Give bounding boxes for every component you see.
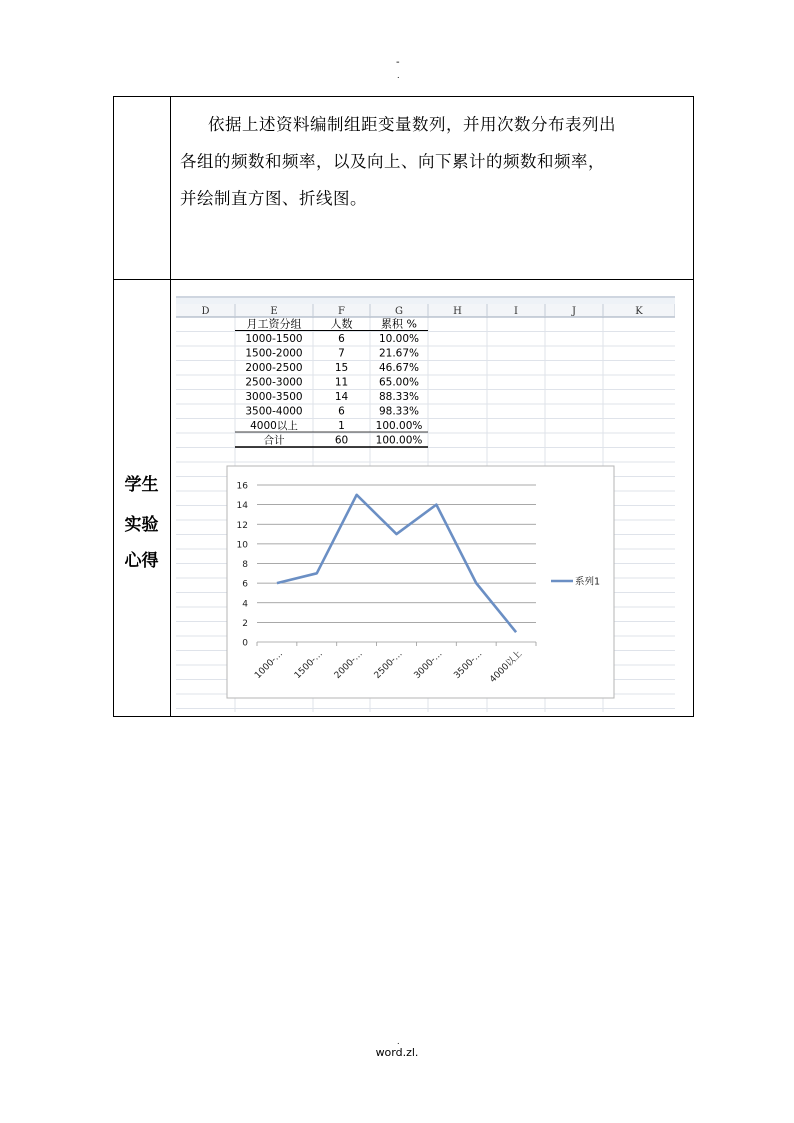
side-label-line-3: 心得 [124,551,159,571]
table-cell: 100.00% [375,420,423,432]
table-cell: 10.00% [378,333,420,345]
table-cell: 46.67% [378,362,420,374]
table-cell: 1 [338,420,345,432]
column-header-I: I [514,306,518,317]
table-cell: 88.33% [378,391,420,403]
column-header-H: H [453,306,462,317]
y-tick-label: 0 [242,638,248,649]
x-tick-label: 4000以上 [488,649,525,686]
table-cell: 4000以上 [250,420,298,432]
header-mark: - [396,57,400,68]
table-header-cell: 累积 % [381,317,417,331]
legend-label: 系列1 [575,576,601,588]
y-tick-label: 4 [242,599,248,610]
table-column-divider [170,96,171,717]
task-description [180,106,680,217]
table-cell: 6 [338,405,345,418]
table-header-cell: 月工资分组 [246,317,302,331]
y-tick-label: 10 [236,540,248,551]
table-cell: 21.67% [378,347,420,360]
total-row-cell: 100.00% [375,434,423,447]
side-label-line-1: 学生 [124,475,159,495]
task-line-3: 并绘制直方图、折线图。 [180,189,367,208]
column-header-J: J [571,306,577,317]
table-cell: 2500-3000 [245,376,303,389]
table-cell: 15 [334,362,349,374]
y-tick-label: 14 [236,501,248,512]
y-tick-label: 8 [242,560,248,570]
table-cell: 1500-2000 [245,347,303,360]
header-dot: . [397,71,400,80]
x-tick-label: 2000-… [332,649,365,681]
y-tick-label: 12 [236,520,248,531]
table-cell: 11 [334,376,349,389]
column-header-D: D [201,306,210,317]
x-tick-label: 2500-… [372,649,405,681]
column-header-G: G [395,306,403,317]
table-cell: 14 [334,391,349,403]
table-cell: 7 [338,347,345,360]
table-cell: 98.33% [378,405,420,418]
table-cell: 1000-1500 [245,333,303,345]
task-line-1: 依据上述资料编制组距变量数列，并用次数分布表列出 [208,115,616,134]
table-cell: 65.00% [378,376,420,389]
table-row-divider [113,279,694,280]
x-tick-label: 3000-… [412,649,445,681]
table-cell: 6 [338,333,345,345]
task-line-2: 各组的频数和频率，以及向上、向下累计的频数和频率， [180,152,605,171]
column-header-F: F [338,306,345,317]
column-header-row [176,296,675,317]
y-tick-label: 16 [236,481,248,492]
x-tick-label: 1500-… [292,649,325,681]
x-tick-label: 3500-… [452,649,485,681]
column-header-K: K [635,306,643,317]
side-label-line-2: 实验 [124,515,159,535]
table-cell: 2000-2500 [245,362,303,374]
footer-dot: . [397,1037,400,1046]
table-cell: 3500-4000 [245,405,303,418]
table-header-cell: 人数 [330,317,353,331]
y-tick-label: 6 [242,579,248,590]
total-row-cell: 合计 [263,434,285,447]
y-tick-label: 2 [242,618,248,629]
column-header-E: E [270,306,278,317]
x-tick-label: 1000-… [253,649,286,681]
table-cell: 3000-3500 [245,391,303,403]
total-row-cell: 60 [334,434,349,447]
spreadsheet-screenshot [176,296,675,712]
footer-text: word.zl. [375,1046,419,1059]
